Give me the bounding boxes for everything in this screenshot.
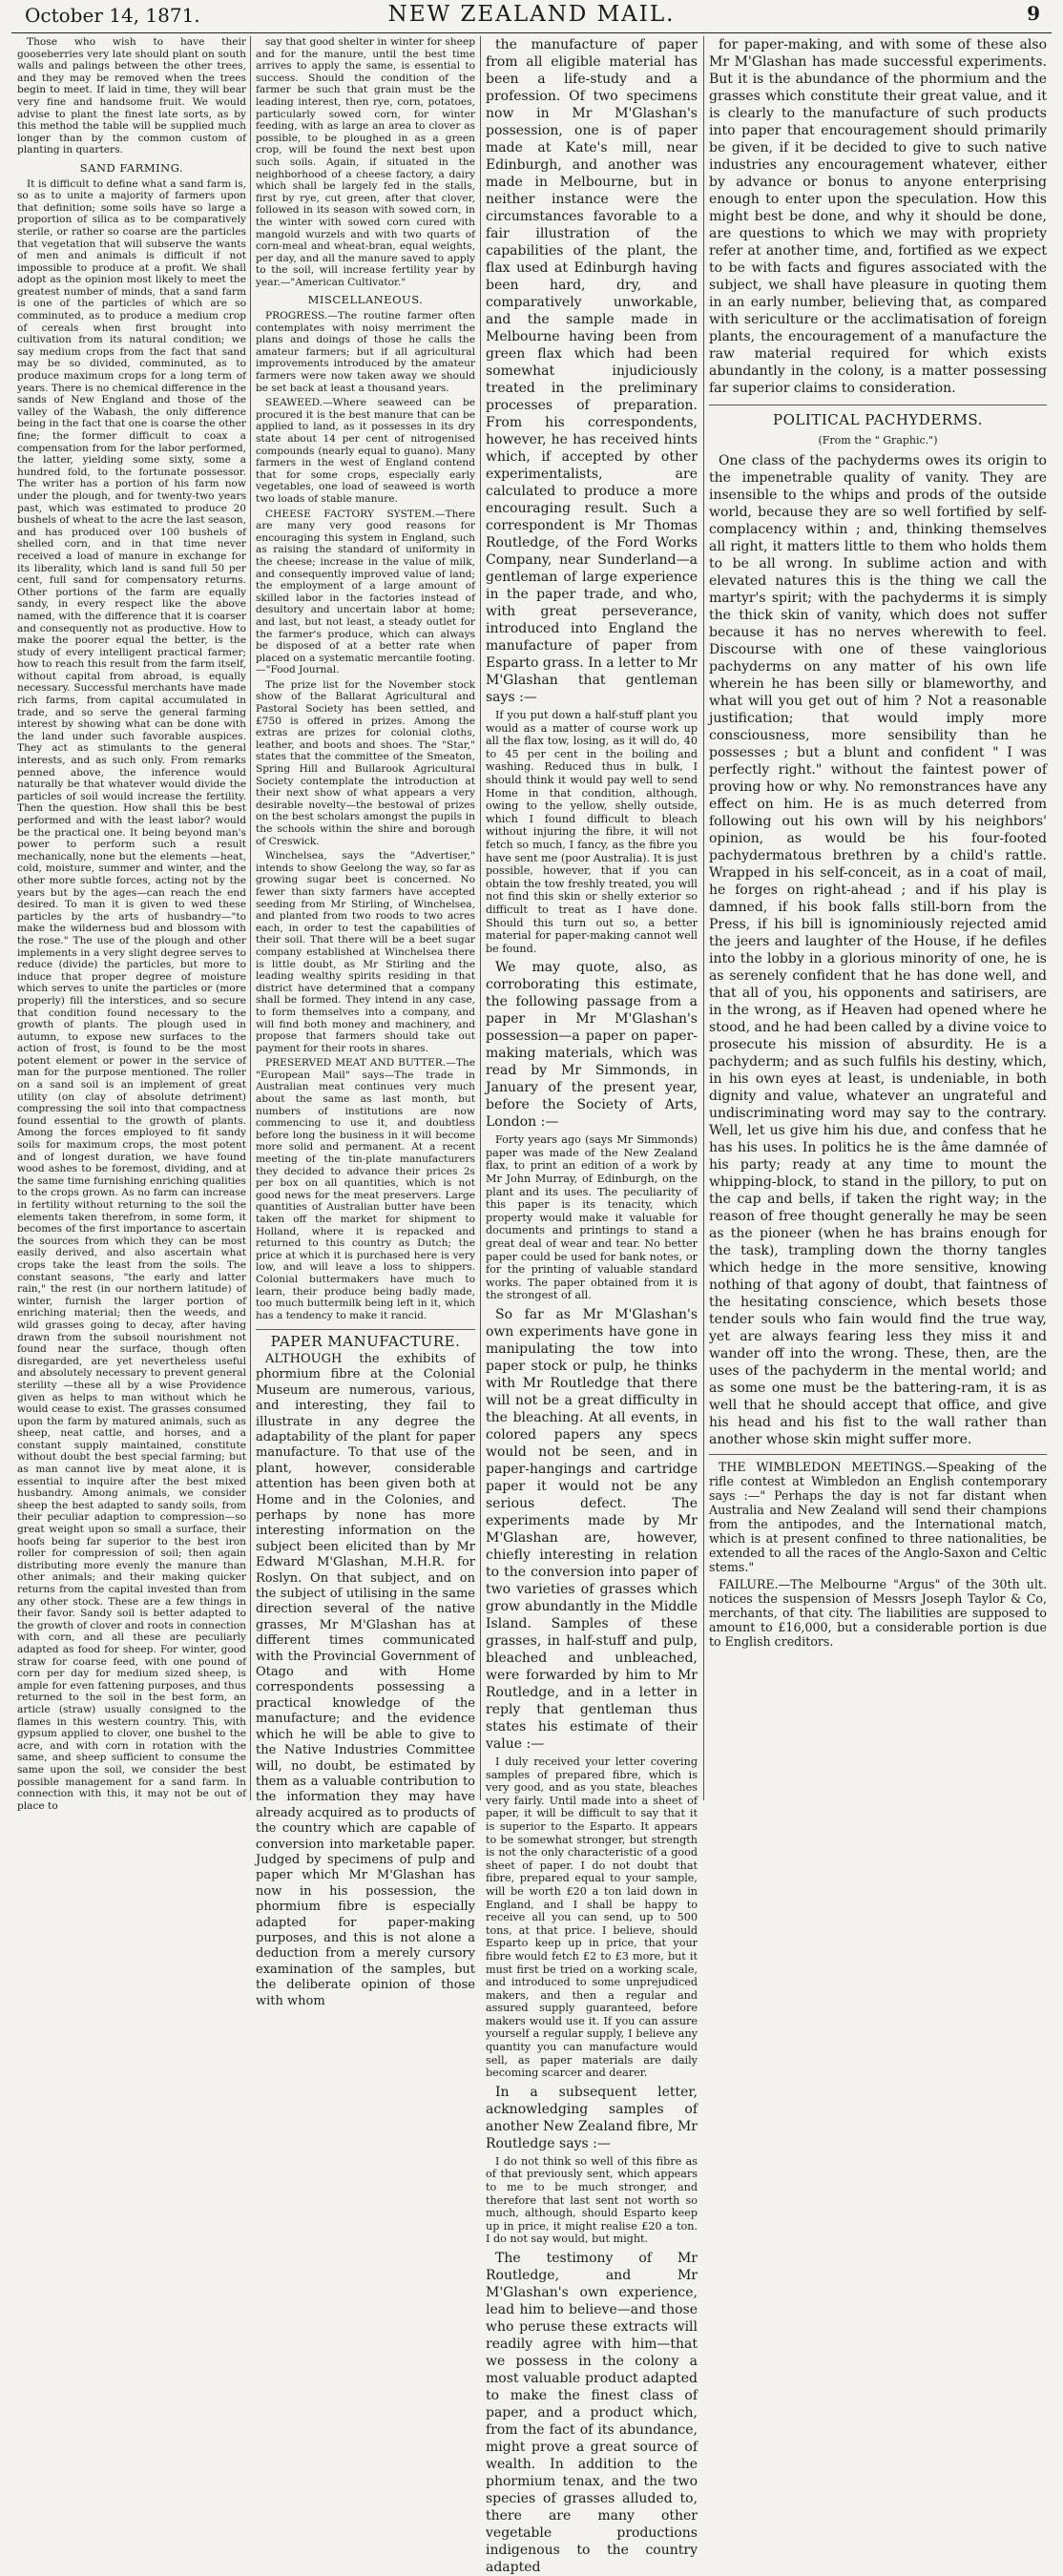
paper-manufacture-heading: PAPER MANUFACTURE. bbox=[256, 1329, 475, 1348]
masthead bbox=[11, 0, 1052, 33]
paper-paragraph: In a subsequent letter, acknowledging samples of another New Zealand fibre, Mr Routledge says :— bbox=[486, 2084, 698, 2151]
column-rule bbox=[250, 36, 251, 1800]
gooseberries-paragraph: Those who wish to have their gooseberries very late should plant on south walls and palings between the other trees, and they may be removed when the trees begin to meet. If laid in time, they will bear very fine and handsome fruit. We would advise to plant the finest late sorts, as by this method the table will be supplied much longer than by the common custom of planting in quarters. bbox=[17, 36, 246, 156]
misc-progress: PROGRESS.—The routine farmer often contemplates with noisy merriment the plans and doings of those he calls the amateur farmers; but if all agricultural improvements introduced by the amateur farmers were now taken away we should be set back at least a thousand years. bbox=[256, 310, 475, 394]
sand-farming-heading: SAND FARMING. bbox=[79, 160, 184, 175]
misc-cheese-factory: CHEESE FACTORY SYSTEM.—There are many very good reasons for encouraging this system in England, such as raising the standard of uniformity in the cheese; increase in the value of milk, and consequently improved value of land; the employment of a large amount of skilled labor in the factories instead of desultory and uncertain labor at home; and last, but not least, a steady outlet for the farmer's produce, which can always be disposed of at a better rate when placed on a systematic mercantile footing.—"Food Journal. bbox=[256, 508, 475, 676]
divider bbox=[709, 1454, 1047, 1455]
misc-preserved-meat: PRESERVED MEAT AND BUTTER.—The "European Mail" says—The trade in Australian meat continues very much about the same as last month, but numbers of institutions are now commencing to use it, and doubtless before long the business in it will become more solid and permanent. At a recent meeting of the tin-plate manufacturers they decided to advance their prices 2s per box on all quantities, which is not good news for the meat preservers. Large quantities of Australian butter have been taken off the market for shipment to Holland, where it is repacked and returned to this country as Dutch; the price at which it is purchased here is very low, and will leave a loss to shippers. Colonial buttermakers have much to learn, their produce being badly made, too much buttermilk being left in it, which has a tendency to make it rancid. bbox=[256, 1057, 475, 1321]
misc-winchelsea: Winchelsea, says the "Advertiser," intends to show Geelong the way, so far as growing sugar beet is concerned. No fewer than sixty farmers have accepted seeding from Mr Stirling, of Winchelsea, and planted from two roods to two acres each, in order to test the capabilities of their soil. That there will be a beet sugar company established at Winchelsea there is little doubt, as Mr Stirling and the leading wealthy spirits residing in that district have determined that a company shall be formed. They intend in any case, to form themselves into a company, and will find both money and machinery, and propose that farmers should take out payment for their roots in shares. bbox=[256, 850, 475, 1054]
newspaper-title: NEW ZEALAND MAIL. bbox=[387, 2, 676, 27]
graphic-source-credit: (From the " Graphic.") bbox=[818, 434, 938, 447]
paper-paragraph: for paper-making, and with some of these also Mr M'Glashan has made successful experiments. But it is the abundance of the phormium and the grasses which constitute their great value, and it is clearly to the manufacture of such products into paper that encouragement should primarily be given, if it be decided to give to such native industries any encouragement whatever, either by advance or bonus to anyone enterprising enough to enter upon the speculation. How this might best be done, and why it should be done, are questions to which we may with propriety refer at another time, and, fortified as we expect to be with facts and figures associated with the subject, we shall have pleasure in quoting them in an early number, believing that, as compared with sericulture or the acclimatisation of foreign plants, the encouragement of a manufacture the raw material required for which exists abundantly in the colony, is a matter possessing far superior claims to consideration. bbox=[709, 37, 1047, 396]
column-4 bbox=[709, 36, 1047, 1800]
misc-seaweed: SEAWEED.—Where seaweed can be procured it is the best manure that can be applied to land, as it possesses in its dry state about 14 per cent of nitrogenised compounds (nearly equal to guano). Many farmers in the west of England contend that for some crops, especially early vegetables, one load of seaweed is worth two loads of stable manure. bbox=[256, 397, 475, 505]
simmonds-quote: Forty years ago (says Mr Simmonds) paper was made of the New Zealand flax, to print an edition of a work by Mr John Murray, of Edinburgh, on the plant and its uses. The peculiarity of this paper is its tenacity, which property would make it valuable for documents and printings to stand a great deal of wear and tear. No better paper could be used for bank notes, or for the printing of valuable standard works. The paper obtained from it is the strongest of all. bbox=[486, 1133, 698, 1302]
routledge-quote-1: If you put down a half-stuff plant you would as a matter of course work up all the flax tow, losing, as it will do, 40 to 45 per cent in the boiling and washing. Reduced thus in bulk, I should think it would pay well to send Home in that condition, although, owing to the yellow, shelly outside, which I found difficult to bleach without injuring the fibre, it will not fetch so much, I fancy, as the fibre you have sent me (poor Australia). It is just possible, however, that if you can obtain the tow freshly treated, you will not find this skin or shelly exterior so difficult to treat as I have done. Should this turn out so, a better material for paper-making cannot well be found. bbox=[486, 709, 698, 955]
miscellaneous-heading: MISCELLANEOUS. bbox=[307, 293, 424, 307]
column-rule bbox=[480, 36, 481, 1800]
routledge-quote-2: I duly received your letter covering samples of prepared fibre, which is very good, and as you state, bleaches very fairly. Until made into a sheet of paper, it will be difficult to say that it is superior to the Esparto. It appears to be somewhat stronger, but strength is not the only characteristic of a good sheet of paper. I do not doubt that fibre, prepared equal to your sample, will be worth £20 a ton laid down in England, and I shall be happy to receive all you can send, up to 500 tons, at that price. I believe, should Esparto keep up in price, that your fibre would fetch £2 to £3 more, but it must first be tried on a working scale, and introduced to some unprejudiced makers, and then a regular and assured supply guaranteed, before makers would use it. If you can assure yourself a regular supply, I believe any quantity you can manufacture would sell, as paper materials are daily becoming scarcer and dearer. bbox=[486, 1755, 698, 2080]
political-pachyderms-heading: POLITICAL PACHYDERMS. bbox=[709, 405, 1047, 428]
failure-paragraph: FAILURE.—The Melbourne "Argus" of the 30th ult. notices the suspension of Messrs Joseph Taylor & Co, merchants, of that city. The liabilities are supposed to amount to £16,000, but a considerable portion is due to English creditors. bbox=[709, 1577, 1047, 1649]
columns bbox=[11, 36, 1052, 2575]
paper-paragraph: We may quote, also, as corroborating this estimate, the following passage from a paper in Mr M'Glashan's possession—a paper on paper-making materials, which was read by Mr Simmonds, in January of the present year, before the Society of Arts, London :— bbox=[486, 960, 698, 1131]
misc-prize-list: The prize list for the November stock show of the Ballarat Agricultural and Pastoral Society has been settled, and £750 is offered in prizes. Among the extras are prizes for colonial cloths, leather, and boots and shoes. The "Star," states that the committee of the Smeaton, Spring Hill and Bullarook Agricultural Society contemplate the introduction at their next show of what appears a very desirable novelty—the bestowal of prizes on the best scholars amongst the pupils in the schools within the shire and borough of Creswick. bbox=[256, 678, 475, 847]
paper-paragraph: the manufacture of paper from all eligible material has been a life-study and a profession. Of two specimens now in Mr M'Glashan's possession, one is of paper made at Kate's mill, near Edinburgh, and another was made in Melbourne, but in neither instance were the circumstances favorable to a fair illustration of the capabilities of the plant, the flax used at Edinburgh having been hard, dry, and comparatively unworkable, and the sample made in Melbourne having been from green flax which had been somewhat injudiciously treated in the preliminary processes of preparation. From his correspondents, however, he has received hints which, if accepted by other experimentalists, are calculated to produce a more encouraging result. Such a correspondent is Mr Thomas Routledge, of the Ford Works Company, near Sunderland—a gentleman of large experience in the paper trade, and who, with great perseverance, introduced into England the manufacture of paper from Esparto grass. In a letter to Mr M'Glashan that gentleman says :— bbox=[486, 37, 698, 705]
routledge-quote-3: I do not think so well of this fibre as of that previously sent, which appears to me to be much stronger, and therefore that last sent not worth so much, although, should Esparto keep up in price, it might realise £20 a ton. I do not say would, but might. bbox=[486, 2154, 698, 2246]
paper-paragraph: So far as Mr M'Glashan's own experiments have gone in manipulating the tow into paper stock or pulp, he thinks with Mr Routledge that there will not be a great difficulty in the bleaching. At all events, in colored papers any specs would not be seen, and in paper-hangings and cartridge paper it would not be any serious defect. The experiments made by Mr M'Glashan are, however, chiefly interesting in relation to the conversion into paper of two varieties of grasses which grow abundantly in the Middle Island. Samples of these grasses, in half-stuff and pulp, bleached and unbleached, were forwarded by him to Mr Routledge, and in a letter in reply that gentleman thus states his estimate of their value :— bbox=[486, 1307, 698, 1752]
column-2 bbox=[256, 36, 475, 2008]
column-1 bbox=[17, 36, 246, 1812]
issue-date: October 14, 1871. bbox=[25, 4, 200, 27]
column-3 bbox=[486, 36, 698, 2575]
sand-farming-continued: say that good shelter in winter for sheep and for the manure, until the best time arrives to apply the same, is essential to success. Should the condition of the farmer be such that grain must be the leading interest, then rye, corn, potatoes, particularly sowed corn, for winter feeding, with as large an area to clover as possible, to be ploughed in as a green crop, will be found the next best upon such soils. Again, if situated in the neighborhood of a cheese factory, a dairy which shall be largely fed in the stalls, first by rye, cut green, after that clover, followed in its season with sowed corn, in the winter with sowed corn cured with mangold wurzels and with two quarts of corn-meal and wheat-bran, equal weights, per day, and all the manure saved to apply to the soil, will increase fertility year by year.—"American Cultivator." bbox=[256, 36, 475, 288]
pachyderms-paragraph: One class of the pachyderms owes its origin to the impenetrable quality of vanity. They are insensible to the whips and prods of the outside world, because they are so well fortified by self-complacency within ; and, thinking themselves all right, it matters little to them who holds them to be all wrong. In sublime action and with elevated natures this is the thing we call the martyr's spirit; with the pachyderms it is simply the thick skin of vanity, which does not suffer because it has no nerves wherewith to feel. Discourse with one of these vainglorious pachyderms on any matter of his own life wherein he has been silly or blameworthy, and what will you get out of him ? Not a reasonable justification; that would imply more consciousness, more sensibility than he possesses ; but a blunt and confident " I was perfectly right." without the faintest power of proving how or why. No remonstrances have any effect on him. He is as much deterred from following out his own will by his neighbors' opinion, as would be his four-footed pachydermatous brethren by a child's rattle. Wrapped in his self-conceit, as in a coat of mail, he forges on right-ahead ; and if his play is damned, if his book falls still-born from the Press, if his bill is ignominiously rejected amid the jeers and laughter of the House, if he defiles into the lobby in a glorious minority of one, he is as serenely confident that he has done well, and that all of you, his opponents and satirisers, are in the wrong, as if Heaven had opened where he stood, and he had been called by a divine voice to prosecute his mission of absurdity. He is a pachyderm; and as such fulfils his destiny, which, in his own eyes at least, is undeniable, in both dignity and value, whatever an ungrateful and undiscriminating word may say to the contrary. Well, let us give him his due, and confess that he has his uses. In politics he is the âme damnée of his party; ready at any time to mount the whipping-block, to stand in the pillory, to put on the cap and bells, if taken the right way; in the reason of free thought generally he may be seen as the pioneer (when he has brains enough for the task), trampling down the thorny tangles which hedge in the more sensitive, knowing nothing of that agony of doubt, that faintness of the hesitating conscience, which besets those tender souls who fain would find the true way, yet are always fearing less they miss it and wander off into the wrong. These, then, are the uses of the pachyderm in the mental world; and as some one must be the battering-ram, it is as well that he should accept that office, and give his head and his fist to the wall rather than another whose skin might suffer more. bbox=[709, 453, 1047, 1447]
paper-paragraph: The testimony of Mr Routledge, and Mr M'Glashan's own experience, lead him to believe—and those who peruse these extracts will readily agree with him—that we possess in the colony a most valuable product adapted to make the finest class of paper, and a product which, from the fact of its abundance, might prove a great source of wealth. In addition to the phormium tenax, and the two species of grasses alluded to, there are many other vegetable productions indigenous to the country adapted bbox=[486, 2251, 698, 2575]
wimbledon-meetings-paragraph: THE WIMBLEDON MEETINGS.—Speaking of the rifle contest at Wimbledon an English contemporary says :—" Perhaps the day is not far distant when Australia and New Zealand will send their champions from the antipodes, and the International match, which is at present confined to three nationalities, be extended to all the races of the Anglo-Saxon and Celtic stems." bbox=[709, 1460, 1047, 1574]
sand-farming-paragraph: It is difficult to define what a sand farm is, so as to unite a majority of farmers upon that definition; some soils have so large a proportion of silica as to be comparatively sterile, or rather so coarse are the particles that vegetation that will subserve the wants of men and animals is difficult if not impossible to produce at a profit. We shall adopt as the opinion most likely to meet the greatest number of minds, that a sand farm is one of the particles of which are so comminuted, as to produce a medium crop of cereals when first brought into cultivation from its natural condition; we say medium crops from the fact that sand may be so divided, comminuted, as to produce maximum crops for a long term of years. There is no chemical difference in the sands of New England and those of the valley of the Wabash, the only difference being in the fact that one is coarse the other fine; the former difficult to coax a compensation from for the labor performed, the latter, yielding some sixty, some a hundred fold, to the fortunate possessor. The writer has a portion of his farm now under the plough, and for twenty-two years past, which was estimated to produce 20 bushels of wheat to the acre the last season, and has produced over 100 bushels of shelled corn, and in that time never received a load of manure in exchange for its liberality, which land is sand full 50 per cent, full sand for compensatory returns. Other portions of the farm are equally sandy, in every respect like the above named, with the difference that it is coarser and consequently not as productive. How to make the poorer equal the better, is the study of every intelligent practical farmer; how to reach this result from the farm itself, without capital from abroad, is equally necessary. Successful merchants have made rich farms, from capital accumulated in trade, and so serve the general farming interest by showing what can be done with the land under such favorable auspices. They act as stimulants to the general interests, and as such only. From remarks penned above, the inference would naturally be that whatever would divide the particles of soil would increase the fertility. Then the question. How shall this be best performed and with the least labor? would be the practical one. It being beyond man's power to perform such a result mechanically, none but the elements —heat, cold, moisture, summer and winter, and the other more subtle forces, acting not by the years but by the ages—can reach the end desired. To man it is given to wed these particles by the arts of husbandry—"to make the wilderness bud and blossom with the rose." The use of the plough and other implements in a very slight degree serves to reduce (divide) the particles, but more to induce that proper degree of moisture which serves to unite the particles or (more properly) fill the interstices, and so secure that condition found necessary to the growth of plants. The plough used in autumn, to expose new surfaces to the action of frost, is found to be the most potent element or power in the service of man for the purpose mentioned. The roller on a sand soil is an implement of great utility (on clay of absolute detriment) compressing the soil into that compactness found essential to the growth of plants. Among the forces employed to fit sandy soils for maximum crops, the most potent and of longest duration, we have found wood ashes to be foremost, dividing, and at the same time furnishing enriching qualities to the crops grown. As no farm can increase in fertility without returning to the soil the elements taken therefrom, in some form, it becomes of the first importance to ascertain the sources from which they can be most easily derived, and also ascertain what crops take the least from the soils. The constant seasons, "the early and latter rain," the rest (in our northern latitude) of winter, furnish the larger portion of enriching material; then the weeds, and wild grasses going to decay, after having drawn from the subsoil nourishment not found near the surface, though often disregarded, are yet nevertheless useful and absolutely necessary to prevent general sterility —these all by a wise Providence given as helps to man without which he would cease to exist. The grasses consumed upon the farm by matured animals, such as sheep, neat cattle, and horses, and a constant supply maintained, constitute without doubt the best special farming; but as man cannot live by meat alone, it is essential to inquire after the best mixed husbandry. Among animals, we consider sheep the best adapted to sandy soils, from their peculiar adaption to compression—so great weight upon so small a surface, their hoofs being far superior to the best iron roller for compression of soil; then again distributing more evenly the manure than other animals; and their making quicker returns from the capital invested than from any other stock. These are a few things in their favor. Sandy soil is better adapted to the growth of clover and roots in connection with corn, and all these are peculiarly adapted as food for sheep. For winter, good straw for coarse feed, with one pound of corn per day for medium sized sheep, is ample for even fattening purposes, and thus returned to the soil in the best form, an article (straw) usually consigned to the flames in this western country. This, with gypsum applied to clover, one bushel to the acre, and with corn in rotation with the same, and sheep sufficient to consume the same upon the soil, we consider the best possible management for a sand farm. In connection with this, it may not be out of place to bbox=[17, 177, 246, 1812]
paper-manufacture-paragraph: ALTHOUGH the exhibits of phormium fibre at the Colonial Museum are numerous, various, and interesting, they fail to illustrate in any degree the adaptability of the plant for paper manufacture. To that use of the plant, however, considerable attention has been given both at Home and in the Colonies, and perhaps by none has more interesting information on the subject been elicited than by Mr Edward M'Glashan, M.H.R. for Roslyn. On that subject, and on the subject of utilising in the same direction several of the native grasses, Mr M'Glashan has at different times communicated with the Provincial Government of Otago and with Home correspondents possessing a practical knowledge of the manufacture; and the evidence which he will be able to give to the Native Industries Committee will, no doubt, be estimated by them as a valuable contribution to the information they may have already acquired as to products of the country which are capable of conversion into marketable paper. Judged by specimens of pulp and paper which Mr M'Glashan has now in his possession, the phormium fibre is especially adapted for paper-making purposes, and this is not alone a deduction from a merely cursory examination of the samples, but the deliberate opinion of those with whom bbox=[256, 1351, 475, 2008]
column-rule bbox=[703, 36, 704, 1800]
page-number: 9 bbox=[1027, 2, 1040, 25]
